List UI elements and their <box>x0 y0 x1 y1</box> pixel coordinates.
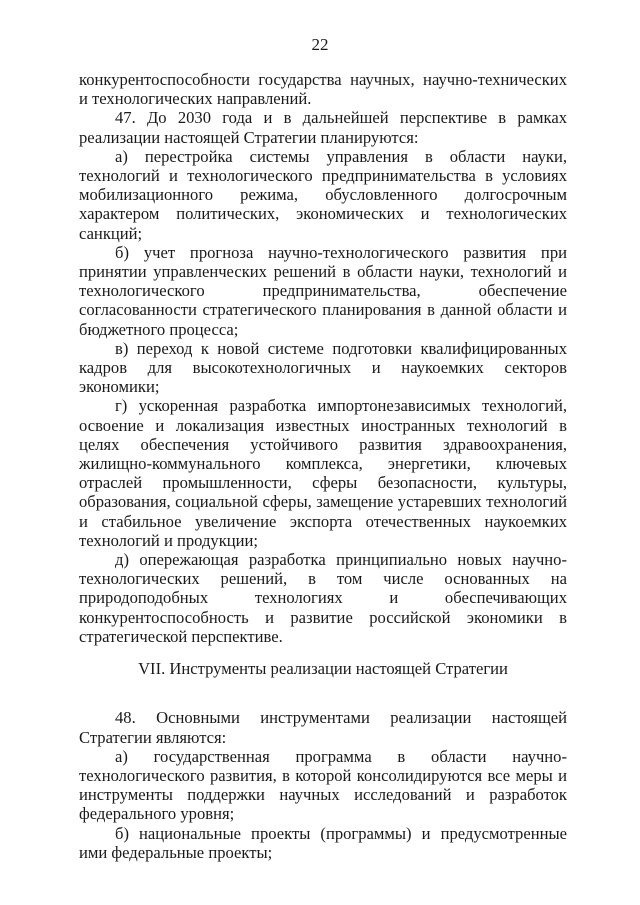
list-item-47g: г) ускоренная разработка импортонезависимых технологий, освоение и локализация известных иностранных технологий в целях обеспечения устойчивого развития здравоохранения, жилищно-коммунального комплекса, энергетики, ключевых отраслей промышленности, сферы безопасности, культуры, образования, социальной сферы, замещение устаревших технологий и стабильное увеличение экспорта отечественных наукоемких технологий и продукции; <box>79 396 567 550</box>
list-item-47v: в) переход к новой системе подготовки квалифицированных кадров для высокотехнологичных и наукоемких секторов экономики; <box>79 338 567 397</box>
paragraph-continuation: конкурентоспособности государства научных, научно-технических и технологических направлений. <box>79 70 567 109</box>
list-item-48b: б) национальные проекты (программы) и предусмотренные ими федеральные проекты; <box>79 823 567 862</box>
paragraph-48: 48. Основными инструментами реализации настоящей Стратегии являются: <box>79 708 567 747</box>
list-item-47d: д) опережающая разработка принципиально новых научно-технологических решений, в том числе основанных на природоподобных технологиях и обеспечивающих конкурентоспособность и развитие российской экономики в стратегической перспективе. <box>79 550 567 646</box>
list-item-47b: б) учет прогноза научно-технологического развития при принятии управленческих решений в области науки, технологий и технологического предпринимательства, обеспечение согласованности стратегического планирования в данной области и бюджетного процесса; <box>79 242 567 339</box>
page-content <box>79 70 567 862</box>
page-number: 22 <box>311 35 329 54</box>
list-item-48a: а) государственная программа в области научно-технологического развития, в которой консолидируются все меры и инструменты поддержки научных исследований и разработок федерального уровня; <box>79 746 567 824</box>
section-heading: VII. Инструменты реализации настоящей Стратегии <box>138 659 508 679</box>
list-item-47a: а) перестройка системы управления в области науки, технологий и технологического предпринимательства в условиях мобилизационного режима, обусловленного долгосрочным характером политических, экономических и технологических санкций; <box>79 146 567 243</box>
paragraph-47: 47. До 2030 года и в дальнейшей перспективе в рамках реализации настоящей Стратегии планируются: <box>79 108 567 147</box>
